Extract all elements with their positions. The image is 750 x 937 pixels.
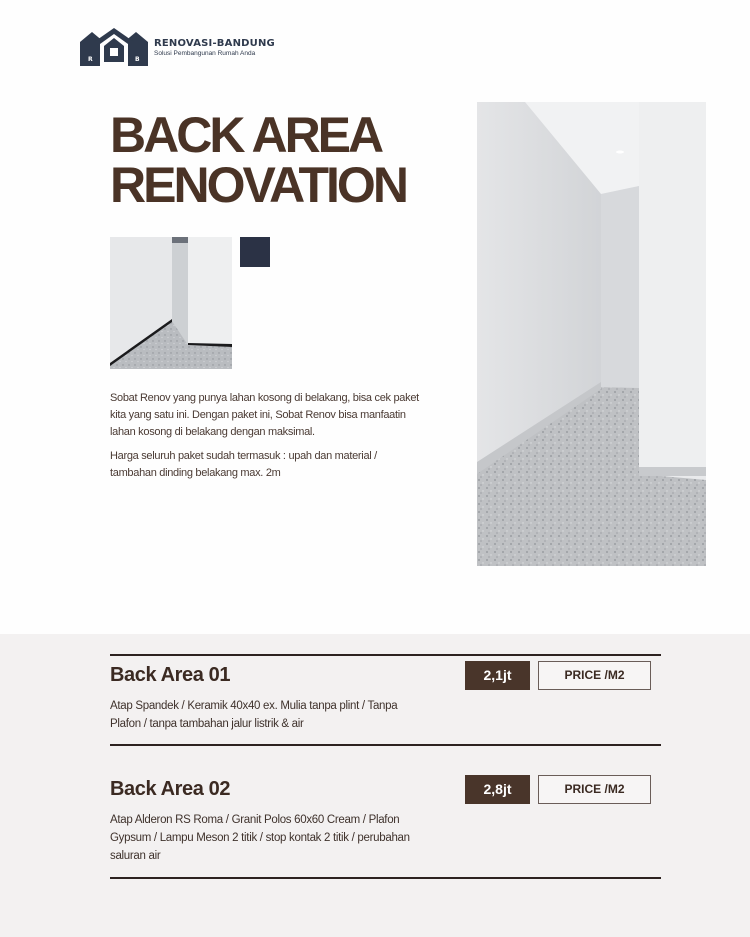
divider (110, 744, 661, 746)
package-2-title: Back Area 02 (110, 778, 231, 800)
divider (110, 654, 661, 656)
package-1-details: Atap Spandek / Keramik 40x40 ex. Mulia tanpa plint / Tanpa Plafon / tanpa tambahan jalur listrik & air (110, 700, 398, 730)
corridor-thumbnail-image (110, 237, 232, 369)
brand-logo (80, 28, 275, 66)
package-2-unit: PRICE /M2 (538, 775, 651, 804)
description (110, 390, 420, 482)
svg-text:R: R (88, 56, 93, 63)
package-1-title: Back Area 01 (110, 664, 231, 686)
svg-text:B: B (135, 56, 140, 63)
package-2-details: Atap Alderon RS Roma / Granit Polos 60x60 Cream / Plafon Gypsum / Lampu Meson 2 titik / stop kontak 2 titik / perubahan saluran air (110, 814, 410, 862)
package-1-price: 2,1jt (465, 661, 530, 690)
package-1-unit: PRICE /M2 (538, 661, 651, 690)
description-paragraph-1: Sobat Renov yang punya lahan kosong di belakang, bisa cek paket kita yang satu ini. Dengan paket ini, Sobat Renov bisa manfaatin lahan kosong di belakang dengan maksimal. (110, 392, 419, 438)
house-logo-icon (80, 28, 148, 66)
page-title (110, 107, 406, 213)
package-2-price: 2,8jt (465, 775, 530, 804)
title-line-2: RENOVATION (110, 157, 406, 213)
color-swatch (240, 237, 270, 267)
title-line-1: BACK AREA (110, 107, 382, 163)
corridor-hero-image (477, 102, 706, 566)
brand-tagline: Solusi Pembangunan Rumah Anda (154, 49, 256, 57)
brand-name: RENOVASI-BANDUNG (154, 37, 275, 49)
divider (110, 877, 661, 879)
description-paragraph-2: Harga seluruh paket sudah termasuk : upah dan material / tambahan dinding belakang max. 2m (110, 450, 377, 479)
